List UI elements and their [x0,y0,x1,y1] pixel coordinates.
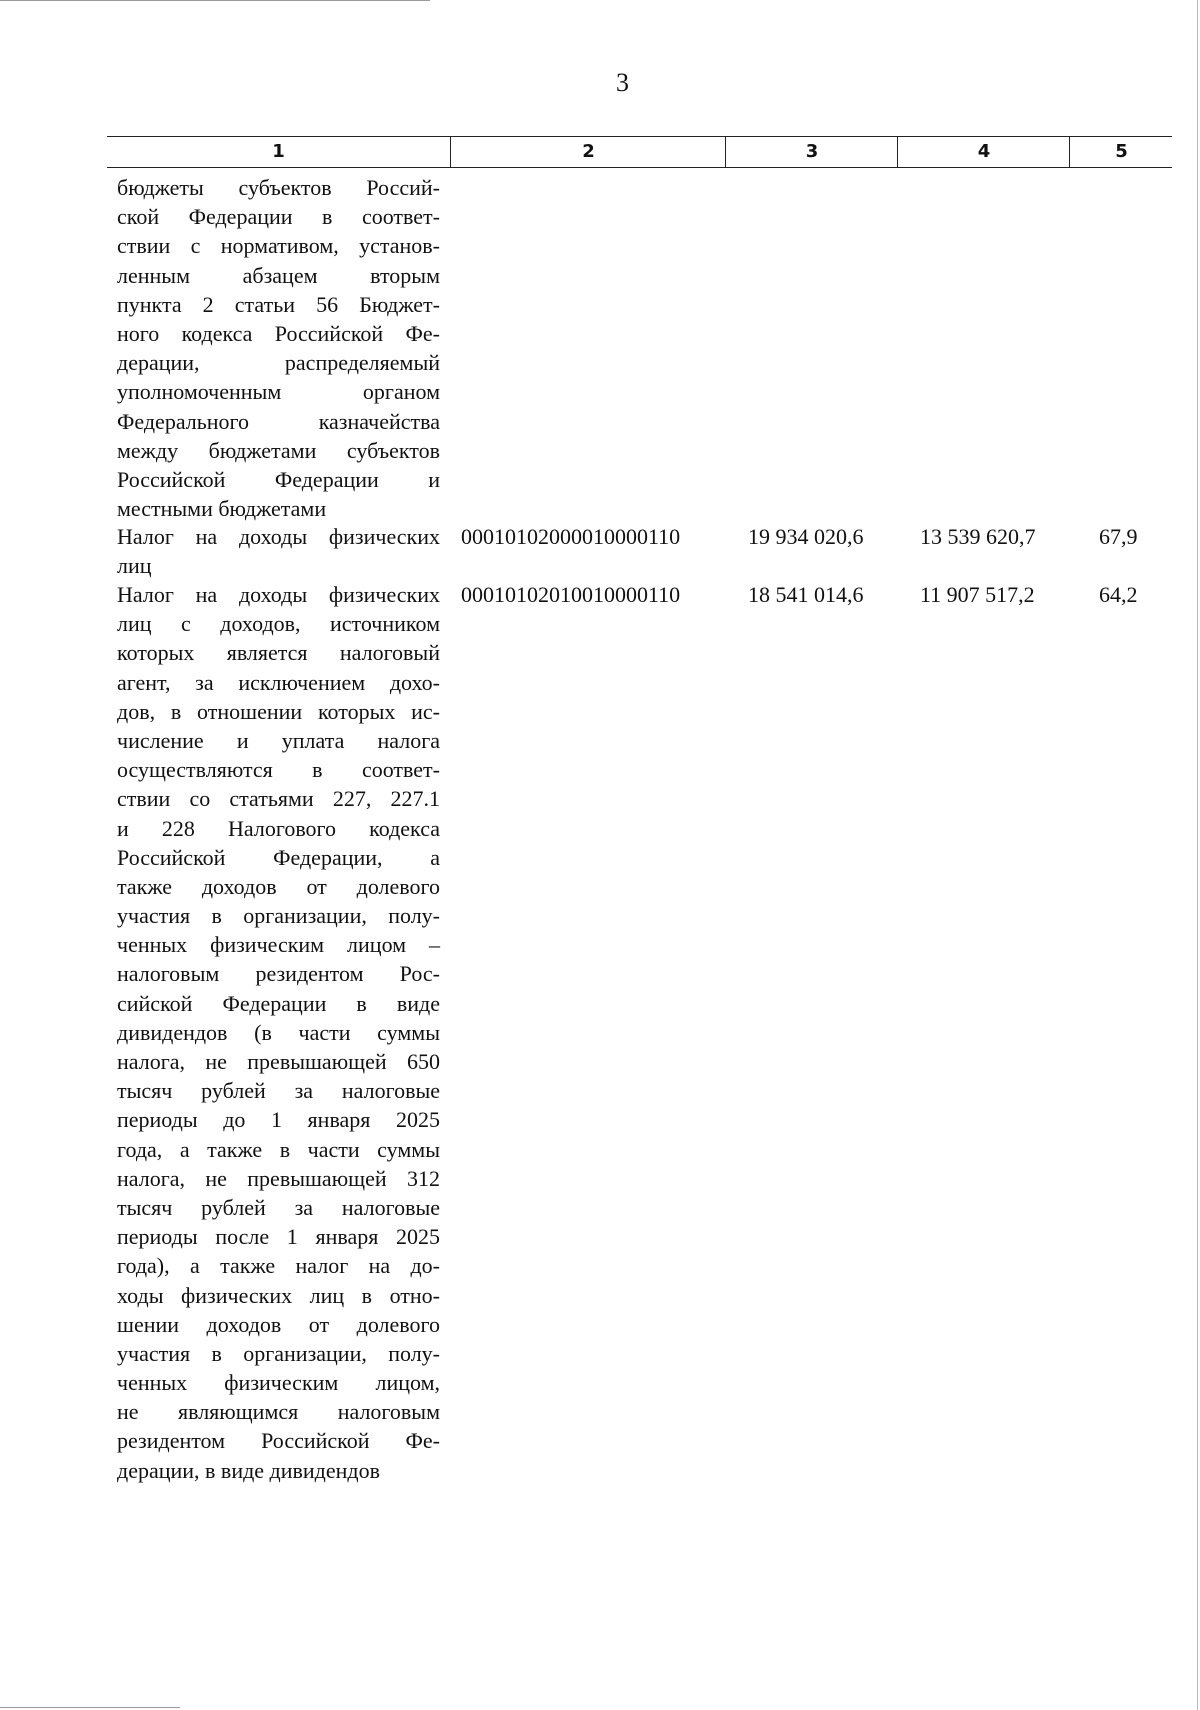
description-line: дерации, распределяемый [117,350,440,376]
description-line: Российской Федерации, а [117,844,440,870]
description-line: лиц [117,553,152,579]
table-row-1-description [117,522,440,580]
table-row-2-col4: 11 907 517,2 [920,582,1035,607]
description-line: Налог на доходы физических [117,524,440,549]
description-line: между бюджетами субъектов [117,437,440,463]
description-line: дивидендов (в части суммы [117,1019,440,1045]
description-line: резидентом Российской Фе- [117,1428,440,1454]
description-line: которых является налоговый [117,640,440,666]
description-line: числение и уплата налога [117,727,440,753]
table-header-col-5: 5 [1069,137,1173,167]
description-line: ствии с нормативом, установ- [117,233,440,259]
table-row-2-description [117,580,440,1485]
scan-edge-bottom [0,1707,180,1708]
description-line: ходы физических лиц в отно- [117,1282,440,1308]
description-line: налога, не превышающей 312 [117,1165,440,1191]
table-row-1-col4: 13 539 620,7 [920,524,1036,549]
description-line: также доходов от долевого [117,873,440,899]
description-line: тысяч рублей за налоговые [117,1194,440,1220]
description-line: Налог на доходы физических [117,582,440,607]
table-row-0-description [117,173,440,523]
description-line: сийской Федерации в виде [117,990,440,1016]
description-line: участия в организации, полу- [117,1340,440,1366]
description-line: дерации, в виде дивидендов [117,1457,380,1483]
description-line: налоговым резидентом Рос- [117,961,440,987]
description-line: местными бюджетами [117,496,327,522]
description-line: тысяч рублей за налоговые [117,1078,440,1104]
description-line: дов, в отношении которых ис- [117,698,440,724]
description-line: бюджеты субъектов Россий- [117,175,440,200]
table-row-2-col3: 18 541 014,6 [748,582,864,607]
description-line: ного кодекса Российской Фе- [117,320,440,346]
table-header-row [107,136,1172,168]
table-header-col-1: 1 [272,141,285,162]
description-line: ченных физическим лицом – [117,932,440,958]
table-row-1-col3: 19 934 020,6 [748,524,864,549]
description-line: года), а также налог на до- [117,1253,440,1279]
table-row-1-col5: 67,9 [1099,524,1138,549]
table-header-col-3: 3 [725,137,898,167]
description-line: лиц с доходов, источником [117,611,440,637]
description-line: периоды после 1 января 2025 [117,1224,440,1250]
description-line: Федерального казначейства [117,408,440,434]
description-line: пункта 2 статьи 56 Бюджет- [117,291,440,317]
description-line: ской Федерации в соответ- [117,204,440,230]
description-line: года, а также в части суммы [117,1136,440,1162]
page-number: 3 [616,68,629,97]
table-row-2-code: 00010102010010000110 [461,582,681,607]
table-row-2-col5: 64,2 [1099,582,1138,607]
description-line: осуществляются в соответ- [117,757,440,783]
description-line: периоды до 1 января 2025 [117,1107,440,1133]
scan-edge-top [0,0,430,1]
description-line: уполномоченным органом [117,379,440,405]
description-line: налога, не превышающей 650 [117,1049,440,1074]
description-line: не являющимся налоговым [117,1399,440,1425]
table-header-col-2: 2 [450,137,726,167]
table-row-1-code: 00010102000010000110 [461,524,681,549]
description-line: агент, за исключением дохо- [117,669,440,695]
table-header-col-4: 4 [897,137,1070,167]
description-line: ленным абзацем вторым [117,262,440,288]
description-line: участия в организации, полу- [117,903,440,929]
description-line: Российской Федерации и [117,466,440,492]
description-line: и 228 Налогового кодекса [117,815,440,841]
description-line: ствии со статьями 227, 227.1 [117,786,440,812]
scan-edge-right [1197,0,1198,1710]
description-line: шении доходов от долевого [117,1311,440,1337]
description-line: ченных физическим лицом, [117,1370,440,1396]
